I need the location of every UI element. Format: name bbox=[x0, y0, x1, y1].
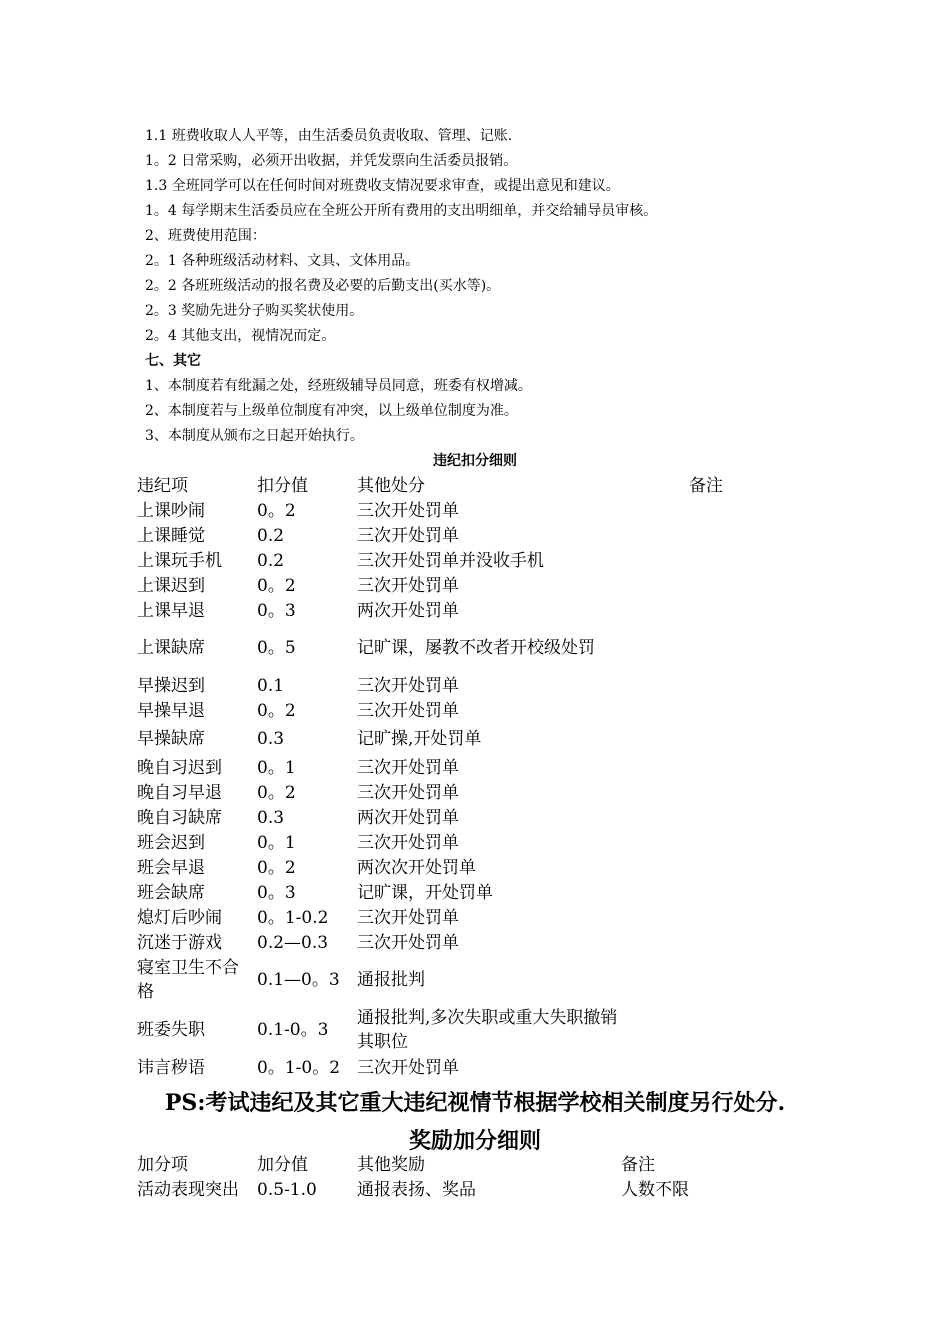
table-row bbox=[137, 855, 857, 880]
paragraph: 1、本制度若有纰漏之处，经班级辅导员同意，班委有权增减。 bbox=[145, 378, 532, 394]
paragraph: 2。4 其他支出，视情况而定。 bbox=[145, 328, 336, 344]
reward-table bbox=[137, 1152, 857, 1202]
paragraph: 1。4 每学期末生活委员应在全班公开所有费用的支出明细单，并交给辅导员审核。 bbox=[145, 203, 658, 219]
reward-table-title: 奖励加分细则 bbox=[408, 1128, 541, 1154]
table-cell: 0。2 bbox=[257, 500, 296, 521]
table-cell: 班会缺席 bbox=[137, 882, 205, 903]
table-cell: 0.2 bbox=[257, 550, 285, 571]
table-row bbox=[137, 1005, 857, 1055]
table-cell: 三次开处罚单并没收手机 bbox=[357, 550, 544, 571]
table-cell: 上课迟到 bbox=[137, 575, 205, 596]
paragraph: 2。1 各种班级活动材料、文具、文体用品。 bbox=[145, 253, 420, 269]
table-cell: 早操早退 bbox=[137, 700, 205, 721]
table-row bbox=[137, 698, 857, 723]
table-cell: 0。2 bbox=[257, 575, 296, 596]
table-cell: 0。5 bbox=[257, 638, 296, 658]
table-cell: 三次开处罚单 bbox=[357, 757, 459, 778]
table-cell: 0。1-0。2 bbox=[257, 1057, 341, 1078]
table-cell: 三次开处罚单 bbox=[357, 675, 459, 696]
table-cell: 寝室卫生不合格 bbox=[137, 958, 239, 1002]
table-cell: 晚自习早退 bbox=[137, 782, 222, 803]
table-cell: 两次次开处罚单 bbox=[357, 857, 476, 878]
table-cell: 沉迷于游戏 bbox=[137, 932, 222, 953]
table-cell: 晚自习迟到 bbox=[137, 757, 222, 778]
table-cell: 0.2—0.3 bbox=[257, 932, 329, 953]
paragraph: 2、班费使用范围： bbox=[145, 228, 266, 244]
table-cell: 0。3 bbox=[257, 882, 296, 903]
table-cell: 0。3 bbox=[257, 600, 296, 621]
table-cell: 0.2 bbox=[257, 525, 285, 546]
table-header-row bbox=[137, 473, 857, 498]
table-cell: 人数不限 bbox=[621, 1179, 689, 1200]
table-header-row bbox=[137, 1152, 857, 1177]
table-cell: 上课睡觉 bbox=[137, 525, 205, 546]
table-cell: 0。1 bbox=[257, 832, 296, 853]
table-row bbox=[137, 598, 857, 623]
table-row bbox=[137, 830, 857, 855]
table-cell: 0.5-1.0 bbox=[257, 1179, 317, 1200]
ps-note: PS:考试违纪及其它重大违纪视情节根据学校相关制度另行处分. bbox=[164, 1090, 786, 1116]
table-cell: 0.3 bbox=[257, 729, 285, 749]
table-row bbox=[137, 880, 857, 905]
table-row bbox=[137, 523, 857, 548]
table-cell: 三次开处罚单 bbox=[357, 1057, 459, 1078]
table-row bbox=[137, 723, 857, 755]
table-cell: 班会早退 bbox=[137, 857, 205, 878]
discipline-table bbox=[137, 473, 857, 1080]
header-cell: 其他处分 bbox=[357, 475, 425, 496]
table-row bbox=[137, 673, 857, 698]
header-cell: 备注 bbox=[689, 475, 723, 496]
table-cell: 三次开处罚单 bbox=[357, 932, 459, 953]
table-cell: 0。2 bbox=[257, 782, 296, 803]
table-cell: 0。2 bbox=[257, 857, 296, 878]
table-row bbox=[137, 573, 857, 598]
table-cell: 上课早退 bbox=[137, 600, 205, 621]
paragraph: 2。2 各班班级活动的报名费及必要的后勤支出(买水等)。 bbox=[145, 278, 501, 294]
table-row bbox=[137, 1177, 857, 1202]
table-cell: 三次开处罚单 bbox=[357, 782, 459, 803]
table-row bbox=[137, 780, 857, 805]
header-cell: 加分值 bbox=[257, 1154, 308, 1175]
table-cell: 上课玩手机 bbox=[137, 550, 222, 571]
header-cell: 扣分值 bbox=[257, 475, 308, 496]
table-cell: 三次开处罚单 bbox=[357, 907, 459, 928]
table-cell: 通报表扬、奖品 bbox=[357, 1179, 476, 1200]
table-cell: 熄灯后吵闹 bbox=[137, 907, 222, 928]
table-cell: 通报批判,多次失职或重大失职撤销其职位 bbox=[357, 1008, 618, 1052]
table-cell: 上课缺席 bbox=[137, 638, 205, 658]
table-cell: 活动表现突出 bbox=[137, 1179, 239, 1200]
table-row bbox=[137, 498, 857, 523]
paragraph: 1.3 全班同学可以在任何时间对班费收支情况要求审查，或提出意见和建议。 bbox=[145, 178, 620, 194]
table-row bbox=[137, 755, 857, 780]
table-cell: 记旷操,开处罚单 bbox=[357, 729, 482, 749]
table-cell: 两次开处罚单 bbox=[357, 600, 459, 621]
paragraph: 2、本制度若与上级单位制度有冲突，以上级单位制度为准。 bbox=[145, 403, 518, 419]
table-cell: 记旷课，开处罚单 bbox=[357, 882, 493, 903]
table-cell: 0.3 bbox=[257, 807, 285, 828]
paragraph: 1.1 班费收取人人平等，由生活委员负责收取、管理、记账. bbox=[145, 128, 513, 144]
table-row bbox=[137, 930, 857, 955]
table-row bbox=[137, 905, 857, 930]
table-row bbox=[137, 1055, 857, 1080]
table-cell: 0。1-0.2 bbox=[257, 907, 329, 928]
table-cell: 三次开处罚单 bbox=[357, 500, 459, 521]
table-row bbox=[137, 548, 857, 573]
table-cell: 三次开处罚单 bbox=[357, 575, 459, 596]
section-heading: 七、其它 bbox=[145, 353, 201, 369]
table-row bbox=[137, 805, 857, 830]
paragraph: 1。2 日常采购，必须开出收据，并凭发票向生活委员报销。 bbox=[145, 153, 518, 169]
table-cell: 通报批判 bbox=[357, 970, 425, 990]
table-cell: 班委失职 bbox=[137, 1020, 205, 1040]
table-cell: 三次开处罚单 bbox=[357, 700, 459, 721]
table-cell: 0。1 bbox=[257, 757, 296, 778]
header-cell: 加分项 bbox=[137, 1154, 188, 1175]
table-cell: 三次开处罚单 bbox=[357, 525, 459, 546]
table-cell: 0.1 bbox=[257, 675, 285, 696]
table-cell: 三次开处罚单 bbox=[357, 832, 459, 853]
table-row bbox=[137, 955, 857, 1005]
table-cell: 两次开处罚单 bbox=[357, 807, 459, 828]
table-cell: 早操迟到 bbox=[137, 675, 205, 696]
table-cell: 讳言秽语 bbox=[137, 1057, 205, 1078]
paragraph: 2。3 奖励先进分子购买奖状使用。 bbox=[145, 303, 364, 319]
table-cell: 0.1-0。3 bbox=[257, 1020, 329, 1040]
paragraph: 3、本制度从颁布之日起开始执行。 bbox=[145, 428, 364, 444]
discipline-table-title: 违纪扣分细则 bbox=[433, 453, 517, 469]
table-row bbox=[137, 623, 857, 673]
header-cell: 其他奖励 bbox=[357, 1154, 425, 1175]
table-cell: 0。2 bbox=[257, 700, 296, 721]
table-cell: 班会迟到 bbox=[137, 832, 205, 853]
table-cell: 早操缺席 bbox=[137, 729, 205, 749]
table-cell: 晚自习缺席 bbox=[137, 807, 222, 828]
header-cell: 备注 bbox=[621, 1154, 655, 1175]
header-cell: 违纪项 bbox=[137, 475, 188, 496]
table-cell: 记旷课，屡教不改者开校级处罚 bbox=[357, 638, 595, 658]
table-cell: 上课吵闹 bbox=[137, 500, 205, 521]
table-cell: 0.1—0。3 bbox=[257, 970, 340, 990]
